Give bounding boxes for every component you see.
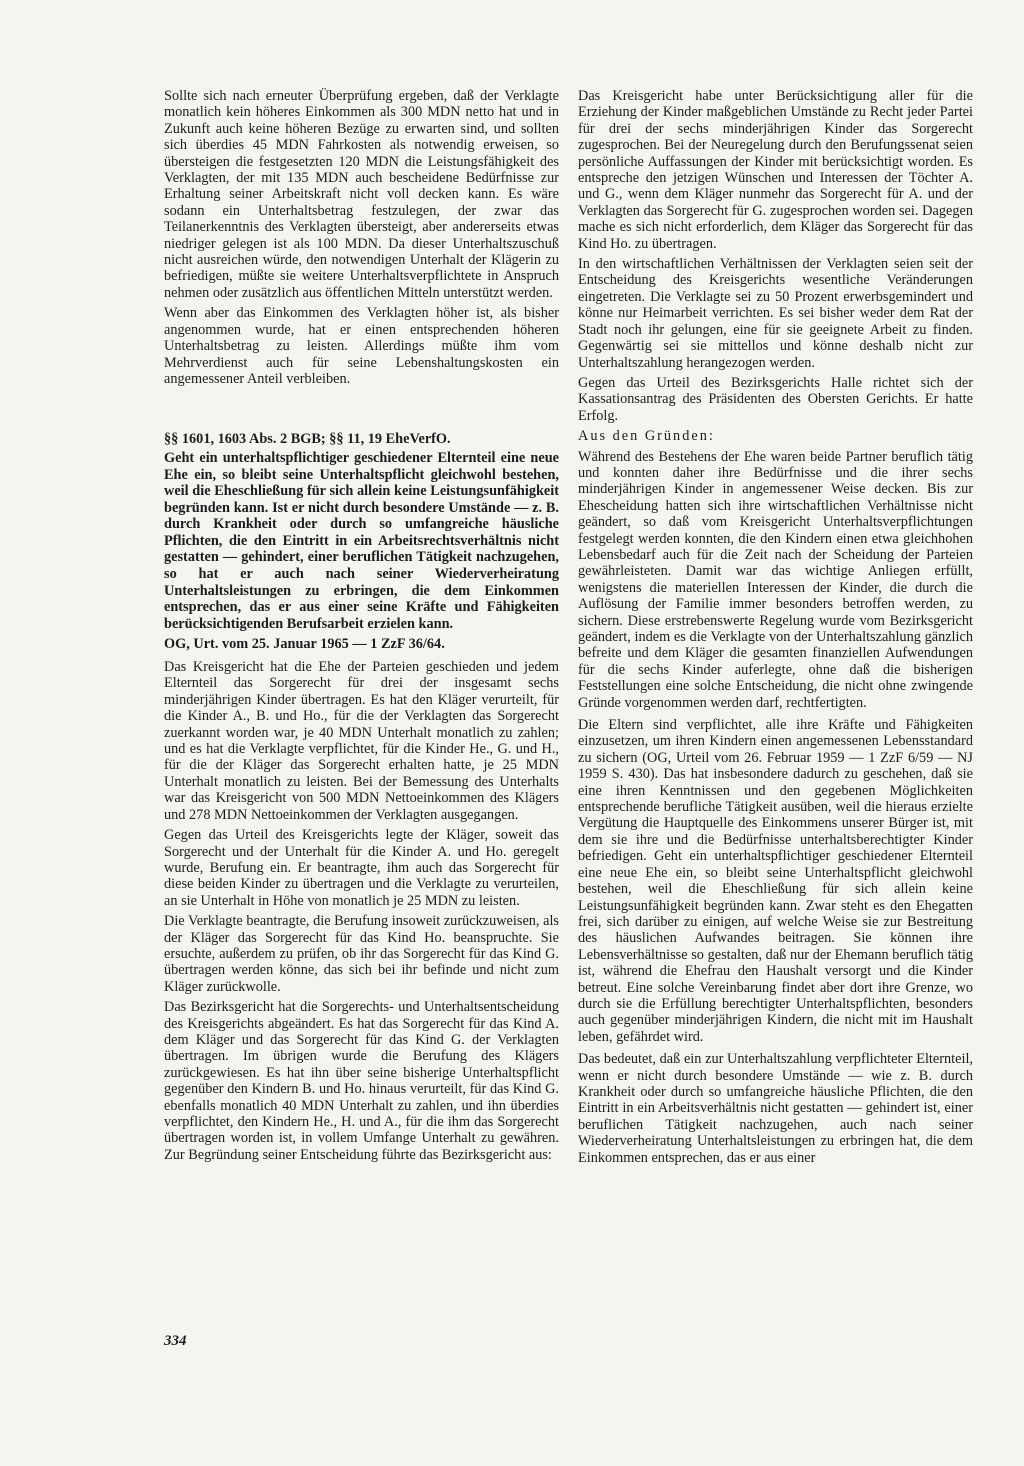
citation-heading: §§ 1601, 1603 Abs. 2 BGB; §§ 11, 19 EheVerfO.: [164, 431, 451, 448]
page-number: 334: [164, 1333, 187, 1349]
paragraph: Während des Bestehens der Ehe waren beide Partner beruflich tätig und konnten daher ihre Bedürfnisse und die ihrer sechs minderjährigen Kinder in angemessener Weise decken. Bis zur Ehescheidung hatten sich ihre wirtschaftlichen Verhältnisse nicht geändert, so daß vom Kreisgericht Unterhaltsverpflichtungen festgelegt werden konnten, die den Kindern einen etwa gleichhohen Lebensbedarf auch für die Zeit nach der Scheidung der Parteien gewährleisteten. Damit war das wichtige Anliegen erfüllt, wenigstens die materiellen Interessen der Kinder, die durch die Auflösung der Familie immer besonders betroffen werden, zu sichern. Diese erstrebenswerte Regelung wurde vom Bezirksgericht geändert, indem es die Verklagte von der Unterhaltszahlung gänzlich befreite und dem Kläger die gesamten finanziellen Aufwendungen für die sechs Kinder auferlegte, ohne daß die bisherigen Feststellungen eine solche Entscheidung, die nicht ohne zwingende Gründe vorgenommen werden darf, rechtfertigten.: [578, 448, 973, 711]
paragraph: Gegen das Urteil des Bezirksgerichts Halle richtet sich der Kassationsantrag des Präsidenten des Obersten Gerichts. Er hatte Erfolg.: [578, 374, 973, 424]
paragraph: Die Verklagte beantragte, die Berufung insoweit zurückzuweisen, als der Kläger das Sorgerecht für das Kind Ho. beanspruchte. Sie ersuchte, außerdem zu prüfen, ob ihr das Sorgerecht für das Kind G. übertragen werden könne, das sich bei ihr befinde und nicht zum Kläger zurückwolle.: [164, 913, 559, 995]
court-reference: OG, Urt. vom 25. Januar 1965 — 1 ZzF 36/64.: [164, 636, 445, 653]
paragraph: Die Eltern sind verpflichtet, alle ihre Kräfte und Fähigkeiten einzusetzen, um ihren Kindern einen angemessenen Lebensstandard zu sichern (OG, Urteil vom 26. Februar 1959 — 1 ZzF 6/59 — NJ 1959 S. 430). Das hat insbesondere dadurch zu geschehen, daß sie eine ihren Kenntnissen und den gegebenen Möglichkeiten entsprechende berufliche Tätigkeit ausüben, weil die hieraus erzielte Vergütung die Hauptquelle des Einkommens unserer Bürger ist, mit dem sie ihre und die Bedürfnisse unterhaltsberechtigter Kinder befriedigen. Geht ein unterhaltspflichtiger geschiedener Elternteil eine neue Ehe ein, so bleibt seine Unterhaltspflicht gleichwohl bestehen, weil die Eheschließung für sich allein keine Leistungsunfähigkeit begründen kann. Zwar steht es den Ehegatten frei, sich darüber zu einigen, auf welche Weise sie zur Bestreitung des häuslichen Aufwandes beitragen. Sie können ihre Lebensverhältnisse so gestalten, daß nur der Ehemann beruflich tätig ist, während die Ehefrau den Haushalt versorgt und die Kinder betreut. Eine solche Vereinbarung findet aber dort ihre Grenze, wo durch sie die Erfüllung berechtigter Unterhaltspflichten, besonders auch gegenüber minderjährigen Kindern, die nicht mit im Haushalt leben, gefährdet wird.: [578, 717, 973, 1045]
paragraph: Das bedeutet, daß ein zur Unterhaltszahlung verpflichteter Elternteil, wenn er nicht durch besondere Umstände — wie z. B. durch Krankheit oder durch so umfangreiche häusliche Pflichten, die den Eintritt in ein Arbeitsverhältnis nicht gestatten — gehindert ist, einer beruflichen Tätigkeit nachzugehen, auch nach seiner Wiederverheiratung Unterhaltsleistungen zu erbringen hat, die dem Einkommen entsprechen, das er aus einer: [578, 1051, 973, 1166]
section-spacer: [164, 391, 559, 431]
right-column: [578, 88, 973, 1170]
paragraph: In den wirtschaftlichen Verhältnissen der Verklagten seien seit der Entscheidung des Kreisgerichts wesentliche Veränderungen eingetreten. Die Verklagte sei zu 50 Prozent erwerbsgemindert und könne nur Heimarbeit verrichten. Es sei bisher weder dem Rat der Stadt noch ihr gelungen, eine für sie geeignete Arbeit zu finden. Gegenwärtig sei sie mittellos und könne deshalb nicht zur Unterhaltszahlung herangezogen werden.: [578, 256, 973, 371]
left-column: [164, 88, 559, 1167]
paragraph: Gegen das Urteil des Kreisgerichts legte der Kläger, soweit das Sorgerecht und der Unterhalt für die Kinder A. und Ho. geregelt wurde, Berufung ein. Er beantragte, ihm auch das Sorgerecht für diese beiden Kinder zu übertragen und die Verklagte zu verurteilen, an sie Unterhalt in Höhe von monatlich je 25 MDN zu leisten.: [164, 827, 559, 909]
paragraph: Das Kreisgericht hat die Ehe der Parteien geschieden und jedem Elternteil das Sorgerecht für drei der insgesamt sechs minderjährigen Kinder übertragen. Es hat den Kläger verurteilt, für die Kinder A., B. und Ho., für die der Verklagten das Sorgerecht zuerkannt worden war, je 40 MDN Unterhalt monatlich zu zahlen; und es hat die Verklagte verpflichtet, für die Kinder He., G. und H., für die der Kläger das Sorgerecht erhalten hatte, je 25 MDN Unterhalt monatlich zu leisten. Bei der Bemessung des Unterhalts war das Kreisgericht von 500 MDN Nettoeinkommen des Klägers und 278 MDN Nettoeinkommen der Verklagten ausgegangen.: [164, 659, 559, 823]
reasons-heading: Aus den Gründen:: [578, 428, 715, 445]
headnote: Geht ein unterhaltspflichtiger geschiedener Elternteil eine neue Ehe ein, so bleibt seine Unterhaltspflicht gleichwohl bestehen, weil die Eheschließung für sich allein keine Leistungsunfähigkeit begründen kann. Ist er nicht durch besondere Umstände — z. B. durch Krankheit oder durch so umfangreiche häusliche Pflichten, die den Eintritt in ein Arbeitsrechtsverhältnis nicht gestatten — gehindert, einer beruflichen Tätigkeit nachzugehen, so hat er auch nach seiner Wiederverheiratung Unterhaltsleistungen zu erbringen, die dem Einkommen entsprechen, das er aus einer seine Kräfte und Fähigkeiten berücksichtigenden Berufsarbeit erzielen kann.: [164, 449, 559, 632]
paragraph: Das Kreisgericht habe unter Berücksichtigung aller für die Erziehung der Kinder maßgeblichen Umstände zu Recht jeder Partei für drei der sechs minderjährigen Kinder das Sorgerecht zugesprochen. Bei der Neuregelung durch den Berufungssenat seien persönliche Auffassungen der Kinder mit berücksichtigt worden. Es entspreche den jetzigen Wünschen und Interessen der Töchter A. und G., wenn dem Kläger nunmehr das Sorgerecht für A. und der Verklagten das Sorgerecht für G. zugesprochen worden sei. Dagegen mache es sich nicht erforderlich, dem Kläger das Sorgerecht für das Kind Ho. zu übertragen.: [578, 88, 973, 252]
paragraph: Das Bezirksgericht hat die Sorgerechts- und Unterhaltsentscheidung des Kreisgerichts abgeändert. Es hat das Sorgerecht für das Kind A. dem Kläger und das Sorgerecht für das Kind G. der Verklagten übertragen. Im übrigen wurde die Berufung des Klägers zurückgewiesen. Es hat ihn über seine bisherige Unterhaltspflicht gegenüber den Kindern B. und Ho. hinaus verurteilt, für das Kind G. ebenfalls monatlich 40 MDN Unterhalt zu zahlen, und ihn überdies verpflichtet, den Kindern He., H. und A., für die ihm das Sorgerecht übertragen worden ist, in vollem Umfange Unterhalt zu gewähren. Zur Begründung seiner Entscheidung führte das Bezirksgericht aus:: [164, 999, 559, 1163]
paragraph: Wenn aber das Einkommen des Verklagten höher ist, als bisher angenommen wurde, hat er einen entsprechenden höheren Unterhaltsbetrag zu leisten. Allerdings müßte ihm vom Mehrverdienst auch für seine Lebenshaltungskosten ein angemessener Anteil verbleiben.: [164, 305, 559, 387]
paragraph: Sollte sich nach erneuter Überprüfung ergeben, daß der Verklagte monatlich kein höheres Einkommen als 300 MDN netto hat und in Zukunft auch keine höheren Bezüge zu erwarten sind, und sollten sich überdies 45 MDN Fahrkosten als notwendig erweisen, so übersteigen die festgesetzten 120 MDN die Leistungsfähigkeit des Verklagten, der mit 135 MDN auch bescheidene Bedürfnisse zur Erhaltung seiner Arbeitskraft nicht voll decken kann. Es wäre sodann ein Unterhaltsbetrag festzulegen, der zwar das Teilanerkenntnis des Verklagten übersteigt, aber andererseits etwas niedriger gelegen ist als 100 MDN. Da dieser Unterhaltszuschuß nicht ausreichen würde, den notwendigen Unterhalt der Klägerin zu befriedigen, müßte sie weitere Unterhaltsverpflichtete in Anspruch nehmen oder zusätzlich aus öffentlichen Mitteln unterstützt werden.: [164, 88, 559, 301]
